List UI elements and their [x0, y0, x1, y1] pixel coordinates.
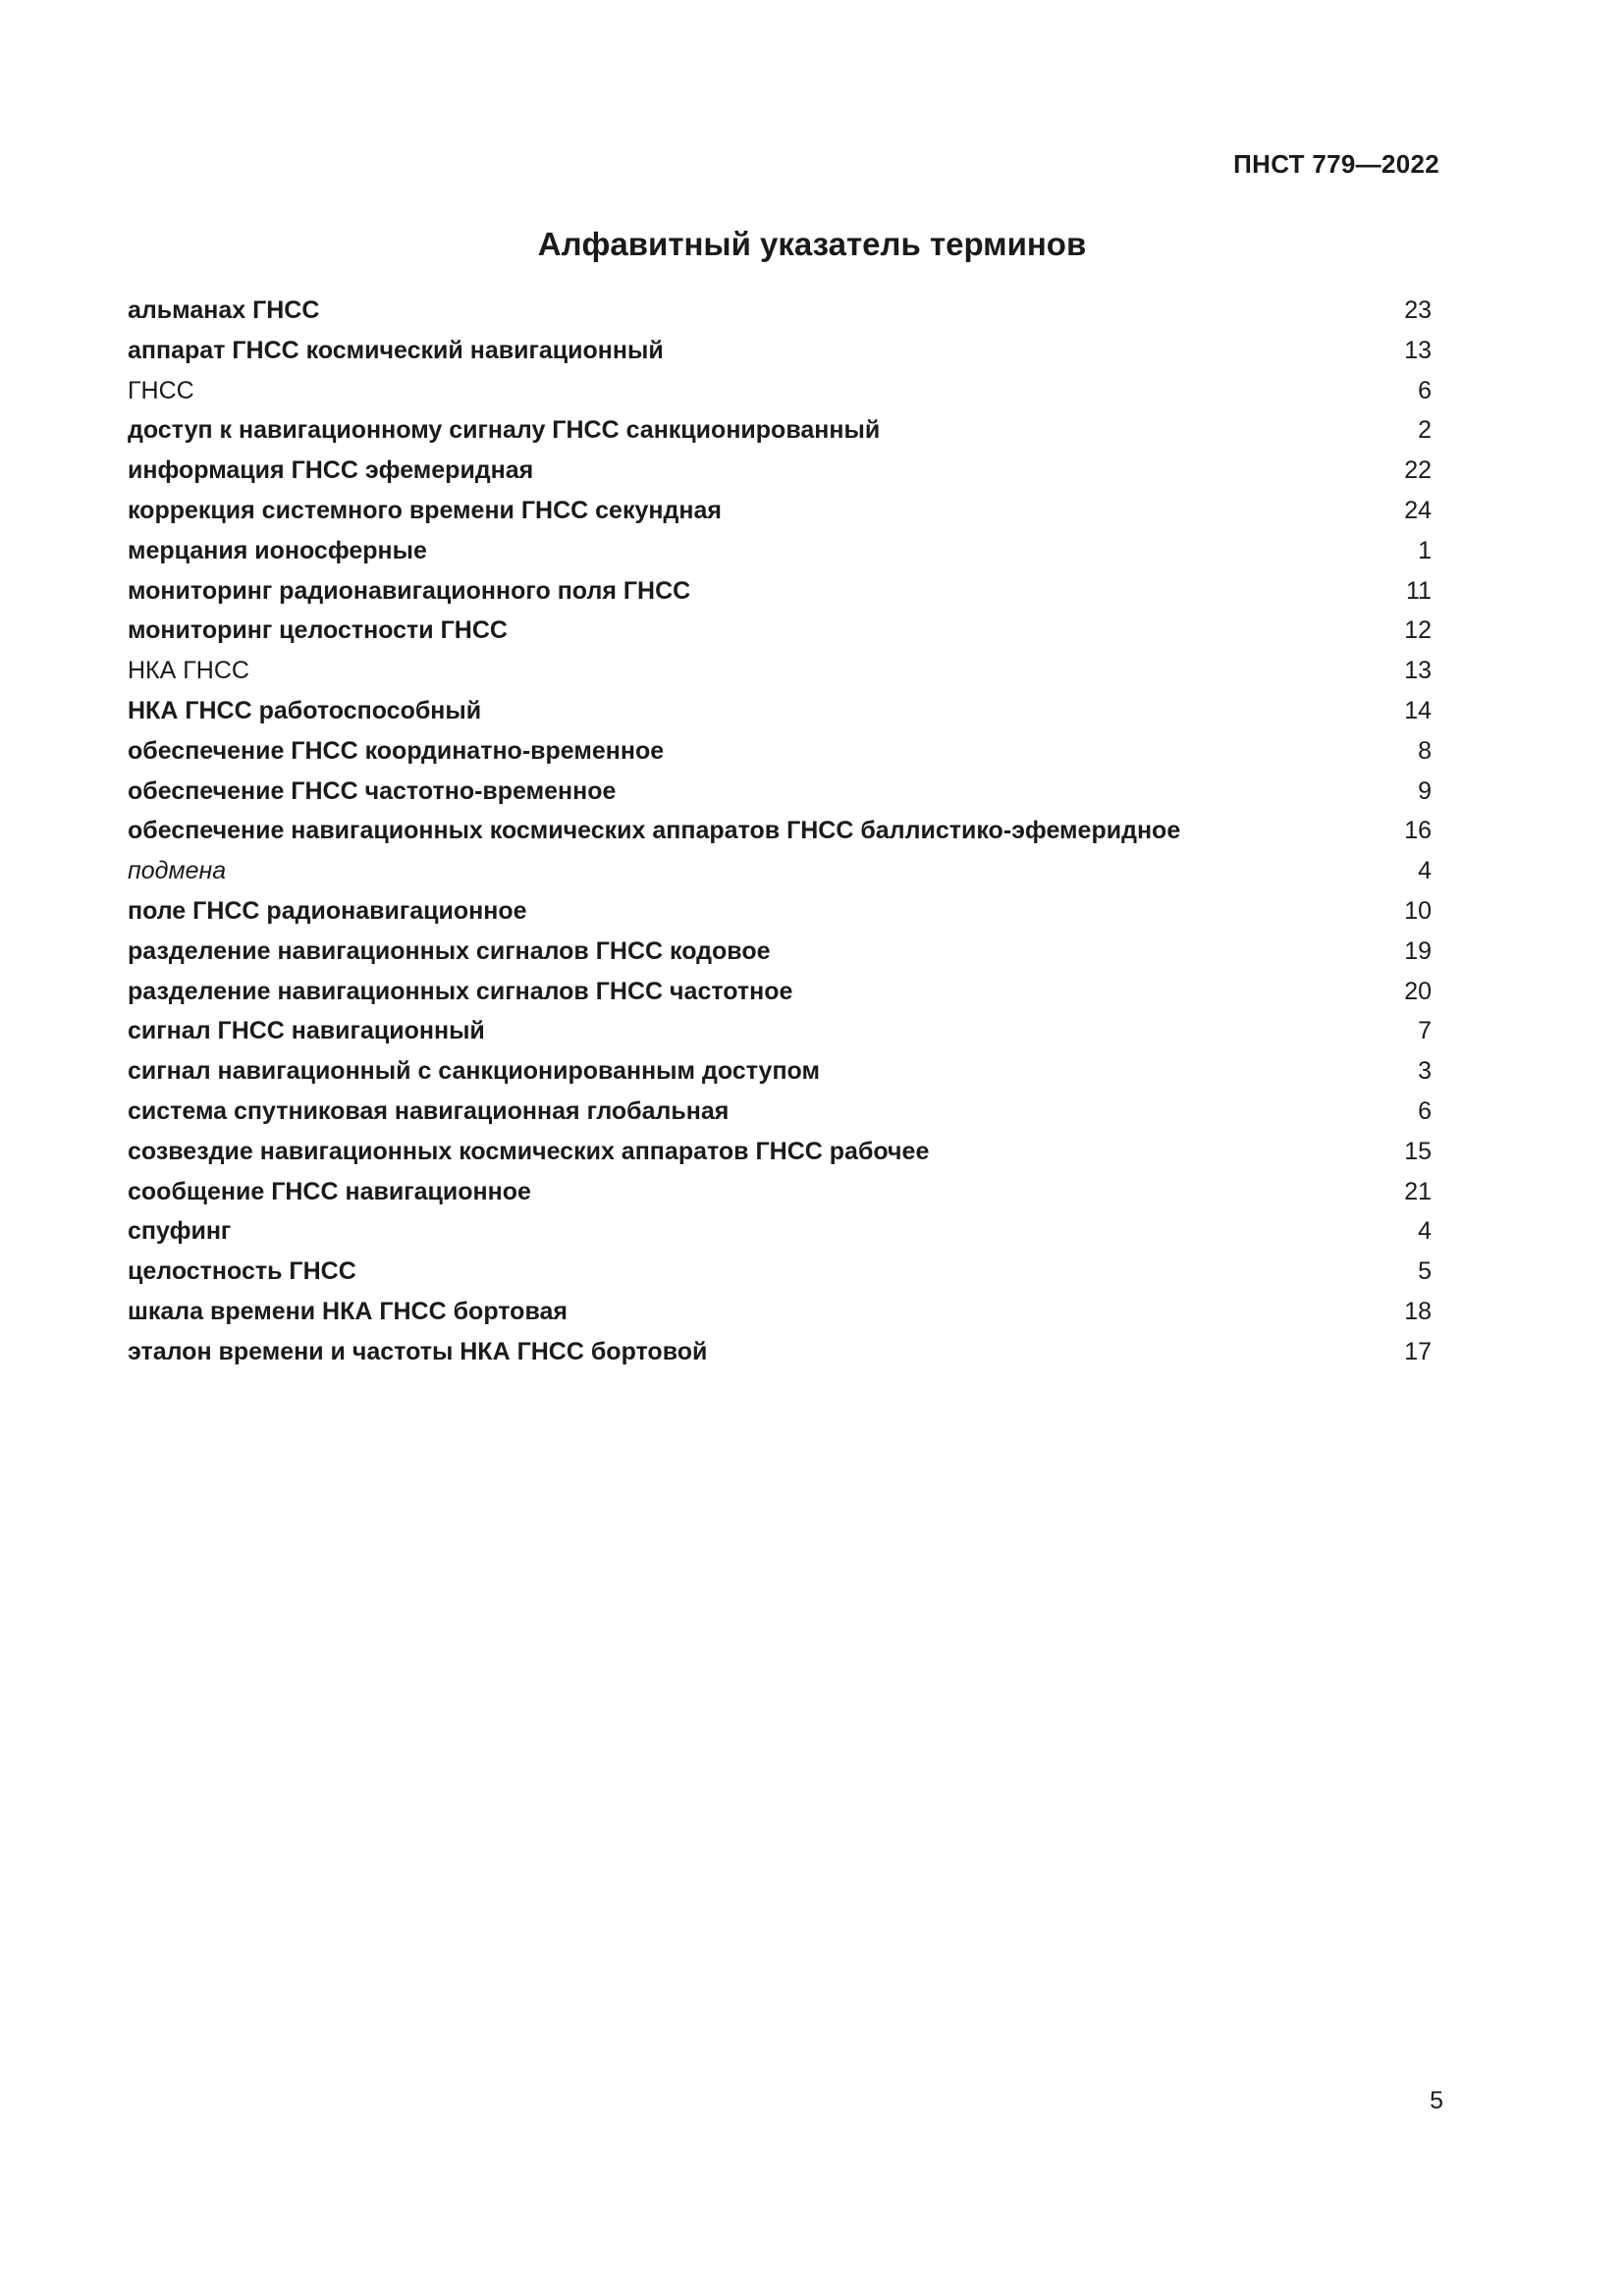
index-term-number: 7 — [1418, 1017, 1432, 1045]
index-term: сигнал ГНСС навигационный — [128, 1017, 485, 1045]
index-term-number: 3 — [1418, 1057, 1432, 1086]
index-term: обеспечение ГНСС координатно-временное — [128, 736, 665, 765]
index-entry — [128, 451, 1432, 491]
index-term-number: 5 — [1418, 1257, 1432, 1286]
index-term: шкала времени НКА ГНСС бортовая — [128, 1297, 568, 1325]
index-term: система спутниковая навигационная глобальная — [128, 1096, 730, 1125]
index-entry — [128, 1172, 1432, 1212]
index-term: аппарат ГНСС космический навигационный — [128, 336, 664, 364]
index-term: поле ГНСС радионавигационное — [128, 896, 527, 925]
index-term-number: 13 — [1404, 336, 1432, 364]
index-term: НКА ГНСС — [128, 657, 249, 685]
index-entry — [128, 571, 1432, 612]
index-term: ГНСС — [128, 376, 194, 404]
index-term: эталон времени и частоты НКА ГНСС бортовой — [128, 1337, 708, 1365]
index-term: мониторинг целостности ГНСС — [128, 616, 508, 645]
index-term-number: 13 — [1404, 657, 1432, 685]
index-entry — [128, 291, 1432, 331]
index-term: информация ГНСС эфемеридная — [128, 456, 534, 485]
index-term-number: 19 — [1404, 936, 1432, 965]
term-index-list — [128, 291, 1432, 1372]
index-entry — [128, 410, 1432, 451]
index-term-number: 10 — [1404, 896, 1432, 925]
index-entry — [128, 972, 1432, 1012]
index-entry — [128, 331, 1432, 371]
index-entry — [128, 371, 1432, 411]
index-term: сообщение ГНСС навигационное — [128, 1177, 531, 1205]
index-term-number: 8 — [1418, 736, 1432, 765]
index-entry — [128, 1211, 1432, 1252]
index-term: мерцания ионосферные — [128, 536, 427, 564]
index-term-number: 2 — [1418, 416, 1432, 445]
index-term-number: 12 — [1404, 616, 1432, 645]
index-term: разделение навигационных сигналов ГНСС частотное — [128, 977, 793, 1005]
index-term: спуфинг — [128, 1217, 232, 1246]
index-entry — [128, 1332, 1432, 1372]
index-term: альманах ГНСС — [128, 296, 320, 324]
index-term: подмена — [128, 857, 227, 885]
index-entry — [128, 1292, 1432, 1332]
index-term-number: 22 — [1404, 456, 1432, 485]
index-term-number: 14 — [1404, 696, 1432, 724]
index-term-number: 1 — [1418, 536, 1432, 564]
index-entry — [128, 932, 1432, 972]
index-entry — [128, 891, 1432, 932]
index-entry — [128, 491, 1432, 531]
index-term-number: 9 — [1418, 776, 1432, 805]
index-term-number: 11 — [1406, 576, 1432, 605]
index-term: созвездие навигационных космических аппаратов ГНСС рабочее — [128, 1137, 930, 1165]
index-entry — [128, 1252, 1432, 1292]
index-entry — [128, 1011, 1432, 1051]
index-term-number: 4 — [1418, 1217, 1432, 1246]
index-term-number: 4 — [1418, 857, 1432, 885]
index-term: обеспечение ГНСС частотно-временное — [128, 776, 617, 805]
index-term: мониторинг радионавигационного поля ГНСС — [128, 576, 691, 605]
index-entry — [128, 1132, 1432, 1172]
index-term-number: 6 — [1418, 1096, 1432, 1125]
index-term-number: 21 — [1404, 1177, 1432, 1205]
index-term-number: 15 — [1404, 1137, 1432, 1165]
index-term-number: 17 — [1404, 1337, 1432, 1365]
index-entry — [128, 691, 1432, 731]
index-entry — [128, 611, 1432, 651]
index-term: разделение навигационных сигналов ГНСС кодовое — [128, 936, 771, 965]
index-term: коррекция системного времени ГНСС секундная — [128, 496, 722, 524]
index-term: сигнал навигационный с санкционированным доступом — [128, 1057, 820, 1086]
index-term: обеспечение навигационных космических аппаратов ГНСС баллистико-эфемеридное — [128, 817, 1181, 845]
index-term-number: 23 — [1404, 296, 1432, 324]
index-entry — [128, 731, 1432, 772]
index-term-number: 16 — [1404, 817, 1432, 845]
index-entry — [128, 1092, 1432, 1132]
index-entry — [128, 811, 1432, 851]
index-term: доступ к навигационному сигналу ГНСС санкционированный — [128, 416, 881, 445]
index-entry — [128, 531, 1432, 571]
index-title: Алфавитный указатель терминов — [537, 226, 1087, 262]
index-term: целостность ГНСС — [128, 1257, 356, 1286]
index-term-number: 18 — [1404, 1297, 1432, 1325]
index-entry — [128, 851, 1432, 891]
index-term-number: 6 — [1418, 376, 1432, 404]
document-code: ПНСТ 779—2022 — [1233, 149, 1439, 179]
index-entry — [128, 651, 1432, 691]
index-term: НКА ГНСС работоспособный — [128, 696, 482, 724]
index-term-number: 20 — [1404, 977, 1432, 1005]
index-entry — [128, 1051, 1432, 1092]
index-term-number: 24 — [1404, 496, 1432, 524]
index-entry — [128, 772, 1432, 812]
page-number: 5 — [1430, 2087, 1443, 2114]
